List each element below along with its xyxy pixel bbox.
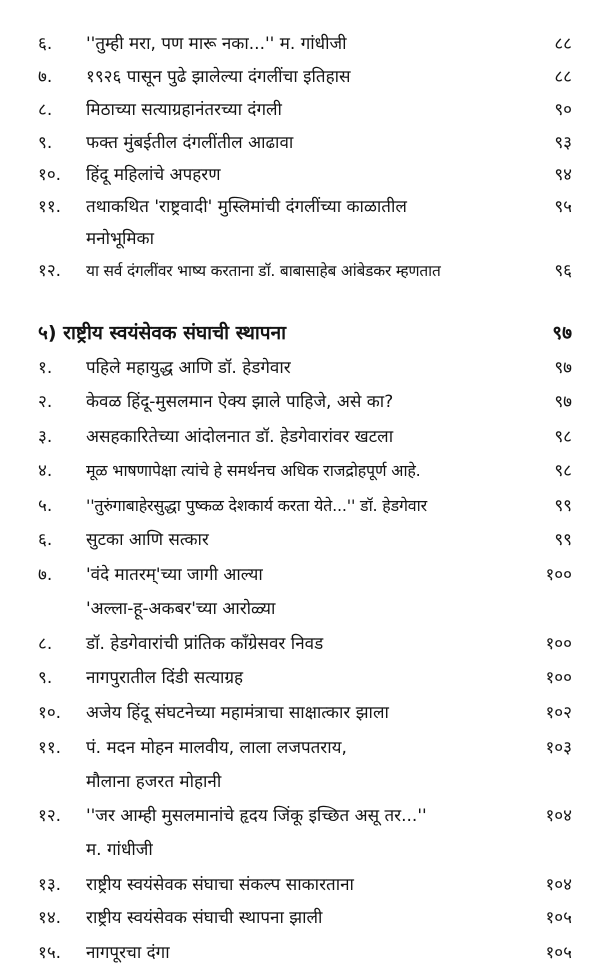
- entry-number: ५.: [38, 496, 53, 516]
- entry-title-continuation: मनोभूमिका: [86, 229, 154, 249]
- entry-page-number: १००: [545, 668, 572, 688]
- entry-number: ७.: [38, 67, 53, 87]
- entry-number: ३.: [38, 427, 53, 447]
- entry-page-number: १०२: [545, 703, 572, 723]
- entry-title: डॉ. हेडगेवारांची प्रांतिक काँग्रेसवर निवड: [86, 634, 324, 654]
- entry-number: १०.: [38, 703, 62, 723]
- toc-entry-continuation: [0, 767, 600, 797]
- entry-title: मिठाच्या सत्याग्रहानंतरच्या दंगली: [86, 100, 282, 120]
- toc-entry: [0, 663, 600, 693]
- toc-entry: [0, 629, 600, 659]
- entry-page-number: ९७: [554, 358, 572, 378]
- entry-number: २.: [38, 392, 53, 412]
- entry-number: ८.: [38, 100, 53, 120]
- entry-page-number: ९९: [554, 530, 572, 550]
- entry-title: पहिले महायुद्ध आणि डॉ. हेडगेवार: [86, 358, 291, 378]
- entry-number: १२.: [38, 806, 62, 826]
- entry-number: १.: [38, 358, 53, 378]
- entry-title: ''तुरुंगाबाहेरसुद्धा पुष्कळ देशकार्य करता येते...'' डॉ. हेडगेवार: [86, 496, 427, 515]
- toc-entry: [0, 870, 600, 900]
- entry-number: ११.: [38, 738, 62, 758]
- toc-entry: [0, 525, 600, 555]
- entry-number: ९.: [38, 133, 53, 153]
- toc-entry: [0, 903, 600, 933]
- entry-title: नागपुरातील दिंडी सत्याग्रह: [86, 668, 244, 688]
- entry-page-number: ९०: [554, 100, 572, 120]
- entry-title-continuation: मौलाना हजरत मोहानी: [86, 772, 222, 792]
- entry-title: राष्ट्रीय स्वयंसेवक संघाचा संकल्प साकारताना: [86, 875, 354, 895]
- toc-entry: [0, 491, 600, 521]
- entry-page-number: ८८: [554, 34, 572, 54]
- entry-title: अजेय हिंदू संघटनेच्या महामंत्राचा साक्षात्कार झाला: [86, 703, 389, 723]
- entry-number: ६.: [38, 34, 53, 54]
- entry-number: ७.: [38, 565, 53, 585]
- toc-entry: [0, 192, 600, 222]
- entry-number: ६.: [38, 530, 53, 550]
- toc-entry: [0, 95, 600, 125]
- entry-page-number: १०३: [545, 738, 572, 758]
- entry-number: १५.: [38, 943, 62, 963]
- entry-page-number: ९६: [554, 261, 572, 281]
- entry-number: १२.: [38, 261, 62, 281]
- toc-entry: [0, 560, 600, 590]
- entry-page-number: ९३: [554, 133, 572, 153]
- entry-number: १३.: [38, 875, 62, 895]
- entry-title: १९२६ पासून पुढे झालेल्या दंगलींचा इतिहास: [86, 67, 351, 87]
- entry-title: 'वंदे मातरम्'च्या जागी आल्या: [86, 565, 263, 585]
- entry-title: सुटका आणि सत्कार: [86, 530, 209, 550]
- toc-entry: [0, 62, 600, 92]
- section-title: ५) राष्ट्रीय स्वयंसेवक संघाची स्थापना: [38, 322, 287, 344]
- toc-entry: [0, 938, 600, 968]
- entry-number: ११.: [38, 197, 62, 217]
- entry-page-number: ९४: [554, 165, 572, 185]
- entry-title: या सर्व दंगलींवर भाष्य करताना डॉ. बाबासाहेब आंबेडकर म्हणतात: [86, 262, 441, 280]
- toc-entry: [0, 256, 600, 286]
- entry-title: ''जर आम्ही मुसलमानांचे हृदय जिंकू इच्छित असू तर...'': [86, 806, 427, 826]
- entry-page-number: ९७: [554, 392, 572, 412]
- entry-title: नागपूरचा दंगा: [86, 943, 170, 963]
- toc-entry: [0, 456, 600, 486]
- entry-title-continuation: 'अल्ला-हू-अकबर'च्या आरोळ्या: [86, 599, 276, 619]
- toc-entry: [0, 29, 600, 59]
- entry-page-number: १०५: [545, 943, 572, 963]
- entry-page-number: १००: [545, 565, 572, 585]
- entry-title: फक्त मुंबईतील दंगलींतील आढावा: [86, 133, 294, 153]
- entry-title: मूळ भाषणापेक्षा त्यांचे हे समर्थनच अधिक राजद्रोहपूर्ण आहे.: [86, 461, 421, 480]
- toc-entry: [0, 422, 600, 452]
- toc-entry: [0, 387, 600, 417]
- entry-page-number: ९८: [554, 427, 572, 447]
- entry-title: राष्ट्रीय स्वयंसेवक संघाची स्थापना झाली: [86, 908, 323, 928]
- toc-entry-continuation: [0, 594, 600, 624]
- entry-title-continuation: म. गांधीजी: [86, 840, 153, 860]
- section-heading: [0, 318, 600, 348]
- entry-page-number: १०५: [545, 908, 572, 928]
- toc-entry: [0, 160, 600, 190]
- toc-entry: [0, 698, 600, 728]
- entry-title: हिंदू महिलांचे अपहरण: [86, 165, 221, 185]
- toc-entry-continuation: [0, 835, 600, 865]
- entry-number: १०.: [38, 165, 62, 185]
- entry-number: ४.: [38, 461, 53, 481]
- entry-title: असहकारितेच्या आंदोलनात डॉ. हेडगेवारांवर खटला: [86, 427, 394, 447]
- entry-page-number: १०४: [545, 806, 572, 826]
- entry-title: तथाकथित 'राष्ट्रवादी' मुस्लिमांची दंगलींच्या काळातील: [86, 197, 407, 217]
- toc-entry: [0, 353, 600, 383]
- entry-number: ९.: [38, 668, 53, 688]
- toc-entry-continuation: [0, 224, 600, 254]
- entry-number: ८.: [38, 634, 53, 654]
- toc-entry: [0, 128, 600, 158]
- entry-page-number: ९५: [554, 197, 572, 217]
- entry-page-number: १००: [545, 634, 572, 654]
- toc-entry: [0, 733, 600, 763]
- entry-title: ''तुम्ही मरा, पण मारू नका...'' म. गांधीजी: [86, 34, 347, 54]
- entry-page-number: ९८: [554, 461, 572, 481]
- entry-title: पं. मदन मोहन मालवीय, लाला लजपतराय,: [86, 738, 347, 758]
- entry-number: १४.: [38, 908, 62, 928]
- entry-title: केवळ हिंदू-मुसलमान ऐक्य झाले पाहिजे, असे का?: [86, 392, 394, 412]
- toc-entry: [0, 801, 600, 831]
- entry-page-number: ८८: [554, 67, 572, 87]
- entry-page-number: ९९: [554, 496, 572, 516]
- entry-page-number: १०४: [545, 875, 572, 895]
- section-page-number: ९७: [552, 322, 572, 344]
